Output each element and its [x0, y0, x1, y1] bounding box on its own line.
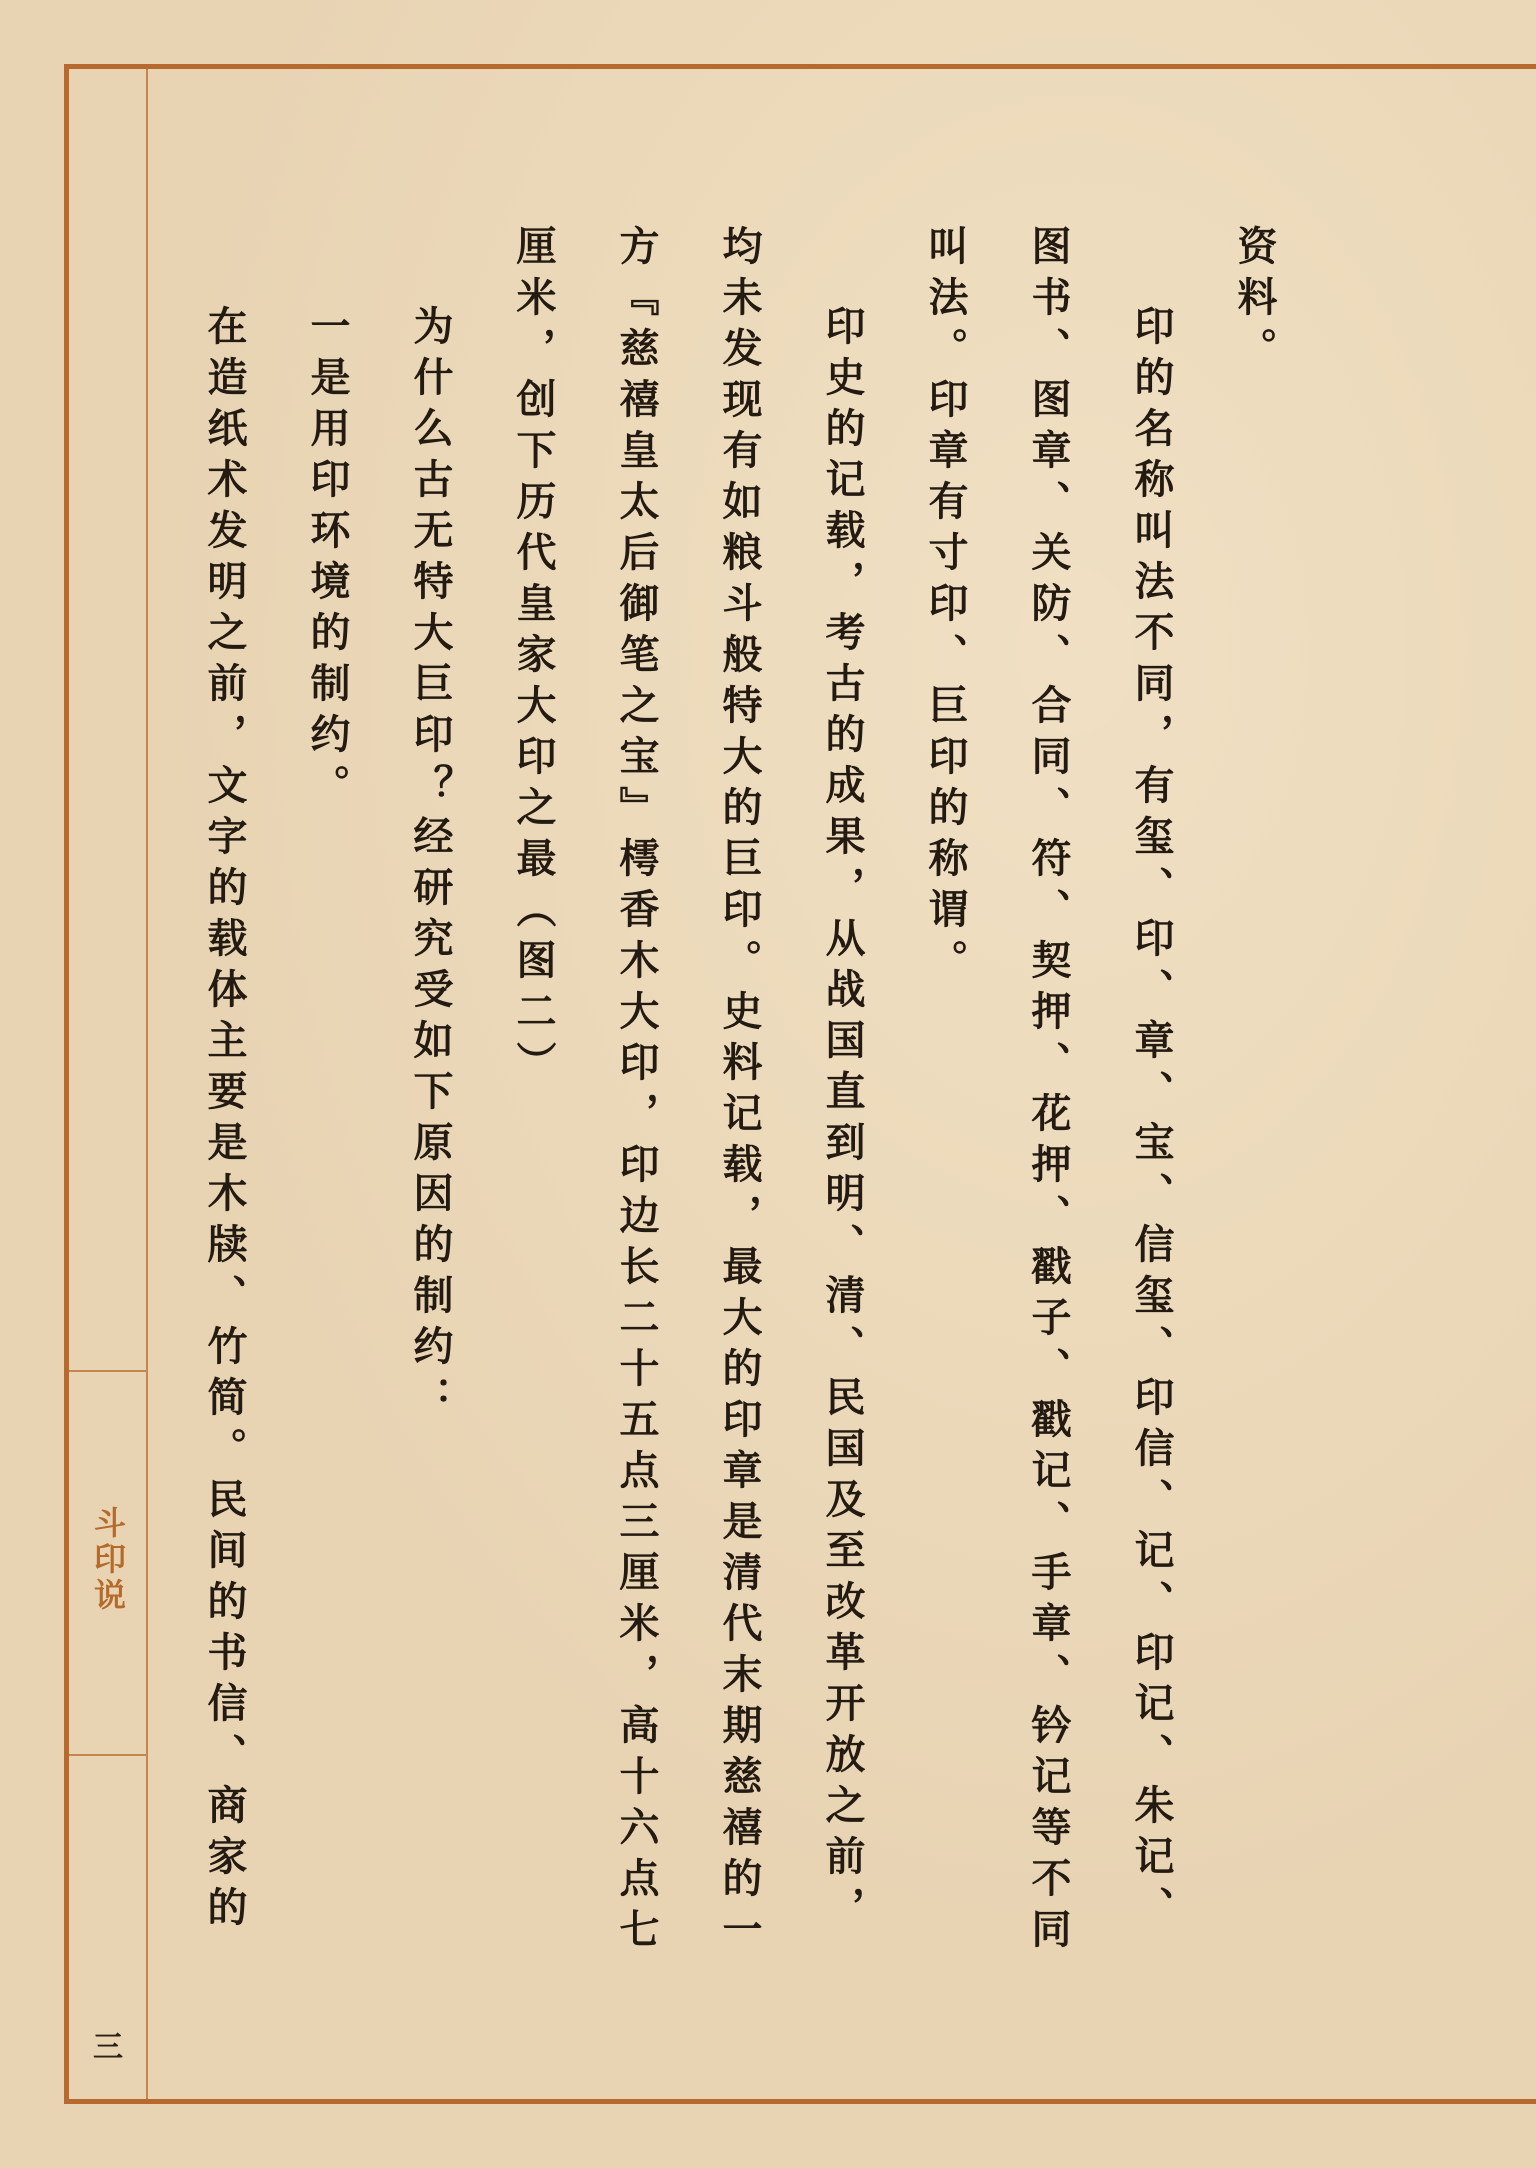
- paragraph: 印的名称叫法不同，有玺、印、章、宝、信玺、印信、记、印记、朱记、图书、图章、关防、合同、符、契押、花押、戳子、戳记、手章、钤记等不同叫法。印章有寸印、巨印的称谓。: [922, 225, 1175, 1959]
- paragraph: 资料。: [1231, 225, 1278, 378]
- paragraph: 为什么古无特大巨印？经研究受如下原因的制约：: [407, 305, 454, 1427]
- body-text: [173, 225, 1306, 1985]
- margin-separator-top: [69, 1370, 148, 1372]
- page-number: 三: [93, 2030, 123, 2065]
- paragraph: 在造纸术发明之前，文字的载体主要是木牍、竹简。民间的书信、商家的: [201, 305, 248, 1937]
- margin-rule: [146, 69, 148, 2099]
- running-title: 斗印说: [89, 1506, 127, 1614]
- paragraph: 印史的记载，考古的成果，从战国直到明、清、民国及至改革开放之前，均未发现有如粮斗般特大的巨印。史料记载，最大的印章是清代末期慈禧的一方『慈禧皇太后御笔之宝』樗香木大印，印边长二十五点三厘米，高十六点七厘米，创下历代皇家大印之最（图二）: [510, 225, 866, 1959]
- paragraph: 一是用印环境的制约。: [304, 305, 351, 815]
- margin-separator-bottom: [69, 1754, 148, 1756]
